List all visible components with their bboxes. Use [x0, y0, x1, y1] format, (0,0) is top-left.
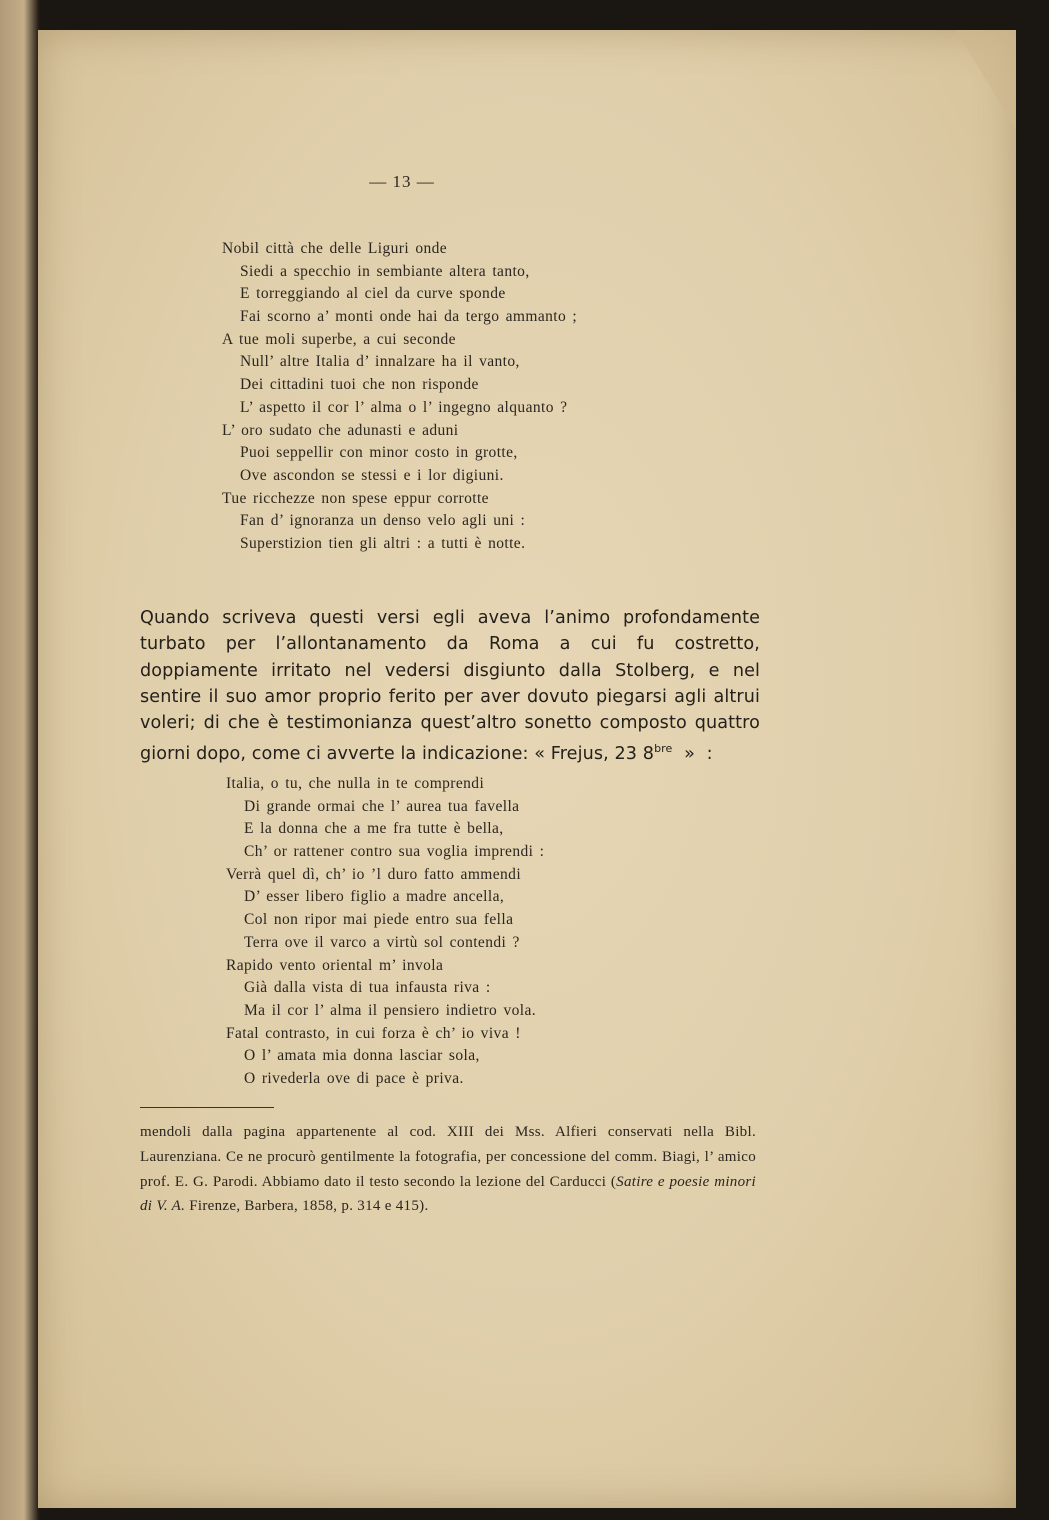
- verse-line: Fatal contrasto, in cui forza è ch’ io viva !: [226, 1024, 521, 1042]
- verse-line: Ch’ or rattener contro sua voglia imprendi :: [244, 843, 545, 861]
- verse-line: E torreggiando al ciel da curve sponde: [240, 285, 506, 303]
- verse-line: A tue moli superbe, a cui seconde: [222, 330, 456, 348]
- footnote: [140, 1120, 756, 1219]
- verse-line: Nobil città che delle Liguri onde: [222, 240, 448, 257]
- verse-line: Superstizion tien gli altri : a tutti è notte.: [240, 534, 526, 552]
- paragraph-tail: » :: [672, 744, 713, 765]
- verse-line: Siedi a specchio in sembiante altera tanto,: [240, 262, 530, 280]
- verse-line: D’ esser libero figlio a madre ancella,: [244, 888, 505, 906]
- sonnet-genova: [222, 238, 577, 556]
- footnote-citation: Firenze, Barbera, 1858, p. 314 e 415).: [185, 1198, 429, 1215]
- verse-line: Di grande ormai che l’ aurea tua favella: [244, 797, 520, 815]
- page-number: — 13 —: [369, 172, 435, 191]
- verse-line: Terra ove il varco a virtù sol contendi ?: [244, 933, 520, 951]
- verse-line: Fan d’ ignoranza un denso velo agli uni :: [240, 512, 526, 530]
- verse-line: Già dalla vista di tua infausta riva :: [244, 979, 491, 997]
- body-paragraph: [140, 605, 760, 768]
- verse-line: L’ aspetto il cor l’ alma o l’ ingegno alquanto ?: [240, 398, 568, 416]
- verse-line: O l’ amata mia donna lasciar sola,: [244, 1047, 480, 1065]
- sonnet-italia: [226, 773, 544, 1091]
- verse-line: L’ oro sudato che adunasti e aduni: [222, 421, 459, 439]
- verse-line: Tue ricchezze non spese eppur corrotte: [222, 489, 489, 507]
- verse-line: O rivederla ove di pace è priva.: [244, 1069, 464, 1087]
- footnote-book-title: Satire e poesie minori di V. A.: [140, 1173, 756, 1215]
- verse-line: Rapido vento oriental m’ invola: [226, 956, 444, 974]
- verse-line: Null’ altre Italia d’ innalzare ha il vanto,: [240, 353, 520, 371]
- verse-line: Fai scorno a’ monti onde hai da tergo ammanto ;: [240, 308, 578, 326]
- verse-line: E la donna che a me fra tutte è bella,: [244, 820, 504, 838]
- verse-line: Ma il cor l’ alma il pensiero indietro vola.: [244, 1001, 536, 1019]
- verse-line: Col non ripor mai piede entro sua fella: [244, 911, 514, 929]
- footnote-rule: [140, 1107, 274, 1108]
- page-corner-fold: [956, 30, 1016, 130]
- footnote-text: mendoli dalla pagina appartenente al cod. XIII dei Mss. Alfieri conservati nella Bibl. Laurenziana. Ce ne procurò gentilmente la fotografia, per concessione del comm. Biagi, l’ amico prof. E. G. Parodi. Abbiamo dato il testo secondo la lezione del Carducci (: [140, 1124, 756, 1190]
- verse-line: Ove ascondon se stessi e i lor digiuni.: [240, 466, 504, 484]
- verse-line: Verrà quel dì, ch’ io ’l duro fatto ammendi: [226, 865, 522, 883]
- verse-line: Dei cittadini tuoi che non risponde: [240, 376, 479, 394]
- verse-line: Italia, o tu, che nulla in te comprendi: [226, 775, 485, 792]
- superscript-bre: bre: [654, 742, 673, 756]
- paragraph-text: Quando scriveva questi versi egli aveva l’animo profondamente turbato per l’allontanamento da Roma a cui fu costretto, doppiamente irritato nel vedersi disgiunto dalla Stolberg, e nel sentire il suo amor proprio ferito per aver dovuto piegarsi agli altrui voleri; di che è testimonianza quest’altro sonetto composto quattro giorni dopo, come ci avverte la indicazione: « Frejus, 23 8: [140, 608, 760, 765]
- previous-page-edge: [0, 0, 40, 1520]
- verse-line: Puoi seppellir con minor costo in grotte,: [240, 444, 518, 462]
